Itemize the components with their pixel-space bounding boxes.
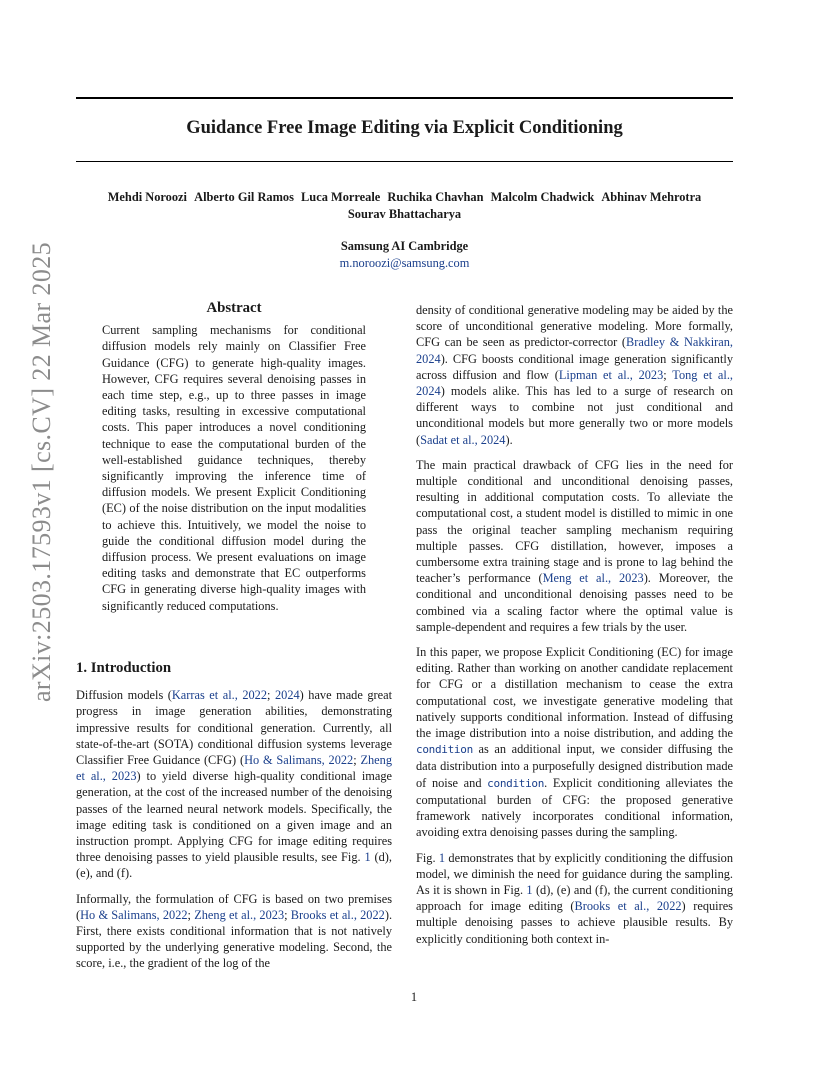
- figure-reference-link[interactable]: 1: [526, 882, 533, 897]
- page-number: 1: [410, 990, 418, 1004]
- citation-link[interactable]: Meng et al., 2023: [542, 571, 644, 586]
- paragraph: In this paper, we propose Explicit Conditioning (EC) for image editing. Rather than working on another candidate replacement for CFG or a distillation mechanism to cease the extra computational cost, we investigate generative modeling that natively supports conditional information. Instead of diffusing the image distribution into a noise distribution, and adding the condition as an additional input, we consider diffusing the data distribution into a purposefully designed distribution made of noise and condition. Explicit conditioning alleviates the computational burden of CFG: the proposed generative framework natively incorporates conditional information, avoiding extra denoising passes during the sampling.: [416, 645, 733, 840]
- paragraph: Fig. 1 demonstrates that by explicitly conditioning the diffusion model, we diminish the need for guidance during the sampling. As it is shown in Fig. 1 (d), (e) and (f), the current conditioning approach for image editing (Brooks et al., 2022) requires multiple denoising passes to achieve plausible results. By explicitly conditioning both context in-: [416, 850, 733, 946]
- citation-link[interactable]: Brooks et al., 2022: [574, 899, 682, 914]
- citation-link[interactable]: 2024: [274, 688, 300, 703]
- citation-link[interactable]: Brooks et al., 2022: [290, 907, 385, 922]
- arxiv-stamp: arXiv:2503.17593v1 [cs.CV] 22 Mar 2025: [27, 241, 56, 703]
- citation-link[interactable]: Ho & Salimans, 2022: [80, 907, 188, 922]
- figure-reference-link[interactable]: 1: [438, 850, 446, 865]
- author-name: Malcolm Chadwick: [490, 190, 595, 204]
- abstract-heading: Abstract: [206, 300, 262, 316]
- citation-link[interactable]: Zheng et al., 2023: [76, 753, 392, 784]
- title-rule-top: [76, 97, 733, 99]
- citation-link[interactable]: Ho & Salimans, 2022: [244, 753, 354, 768]
- paper-title: Guidance Free Image Editing via Explicit Conditioning: [186, 118, 623, 138]
- citation-link[interactable]: Lipman et al., 2023: [558, 367, 664, 382]
- citation-link[interactable]: Sadat et al., 2024: [420, 432, 506, 447]
- author-name: Mehdi Noroozi: [107, 190, 188, 204]
- paragraph: The main practical drawback of CFG lies in the need for multiple conditional and unconditional denoising passes, resulting in additional computation costs. To alleviate the computational cost, a student model is distilled to mimic in one pass the original teacher sampling mechanism requiring multiple passes. CFG distillation, however, imposes a cumbersome extra training stage and is prone to lag behind the teacher’s performance (Meng et al., 2023). Moreover, the conditional and unconditional denoising passes need to be combined via a scaling factor where the optimal value is sample-dependent and requires a few trials by the user.: [416, 457, 733, 634]
- title-rule-bottom: [76, 161, 733, 162]
- abstract-section: [102, 300, 366, 614]
- citation-link[interactable]: Karras et al., 2022: [171, 688, 268, 703]
- affiliation-name: Samsung AI Cambridge: [340, 239, 469, 253]
- author-name: Sourav Bhattacharya: [347, 207, 462, 221]
- author-name: Abhinav Mehrotra: [601, 190, 702, 204]
- author-name: Alberto Gil Ramos: [194, 190, 294, 204]
- author-list: [76, 189, 733, 223]
- condition-term: condition: [416, 743, 473, 757]
- citation-link[interactable]: Bradley & Nakkiran, 2024: [416, 335, 733, 366]
- figure-reference-link[interactable]: 1: [364, 850, 371, 865]
- author-name: Luca Morreale: [301, 190, 381, 204]
- author-name: Ruchika Chavhan: [387, 190, 484, 204]
- left-column: [76, 660, 392, 981]
- condition-term: condition: [487, 776, 545, 790]
- affiliation: [76, 238, 733, 272]
- paragraph: Diffusion models (Karras et al., 2022; 2024) have made great progress in image generation abilities, demonstrating impressive results for conditional generation. Currently, all state-of-the-art (SOTA) conditional diffusion systems leverage Classifier Free Guidance (CFG) (Ho & Salimans, 2022; Zheng et al., 2023) to yield diverse high-quality conditional image generation, at the cost of the increased number of the denoising passes of the learned neural network models. Specifically, the image editing task is conditioned on a given image and an instruction prompt. Applying CFG for image editing requires three denoising passes to yield plausible results, see Fig. 1 (d), (e), and (f).: [76, 688, 393, 881]
- paragraph: Informally, the formulation of CFG is based on two premises (Ho & Salimans, 2022; Zheng et al., 2023; Brooks et al., 2022). First, there exists conditional information that is not natively supported by the underlying generative modeling. Second, the score, i.e., the gradient of the log of the: [76, 891, 393, 971]
- section-heading-introduction: 1. Introduction: [76, 660, 172, 676]
- citation-link[interactable]: Tong et al., 2024: [416, 367, 734, 399]
- author-email-link[interactable]: m.noroozi@samsung.com: [339, 256, 470, 270]
- paragraph: density of conditional generative modeling may be aided by the score of unconditional generative modeling. More formally, CFG can be seen as predictor-corrector (Bradley & Nakkiran, 2024). CFG boosts conditional image generation significantly across diffusion and flow (Lipman et al., 2023; Tong et al., 2024) models alike. This has led to a surge of research on different ways to combine not just conditional and unconditional models but more generally two or more models (Sadat et al., 2024).: [416, 303, 734, 447]
- citation-link[interactable]: Zheng et al., 2023: [194, 907, 285, 922]
- right-column: [416, 302, 733, 956]
- abstract-text: Current sampling mechanisms for conditional diffusion models rely mainly on Classifier Free Guidance (CFG) to generate high-quality images. However, CFG requires several denoising passes in each time step, e.g., up to three passes in image editing tasks, resulting in excessive computational costs. This paper introduces a novel conditioning technique to ease the computational burden of the well-established guidance techniques, thereby significantly improving the inference time of diffusion models. We present Explicit Conditioning (EC) of the noise distribution on the input modalities to achieve this. Intuitively, we model the noise to guide the conditional diffusion model during the diffusion process. We present evaluations on image editing tasks and demonstrate that EC outperforms CFG in generating diverse high-quality images with significantly reduced computations.: [102, 323, 366, 613]
